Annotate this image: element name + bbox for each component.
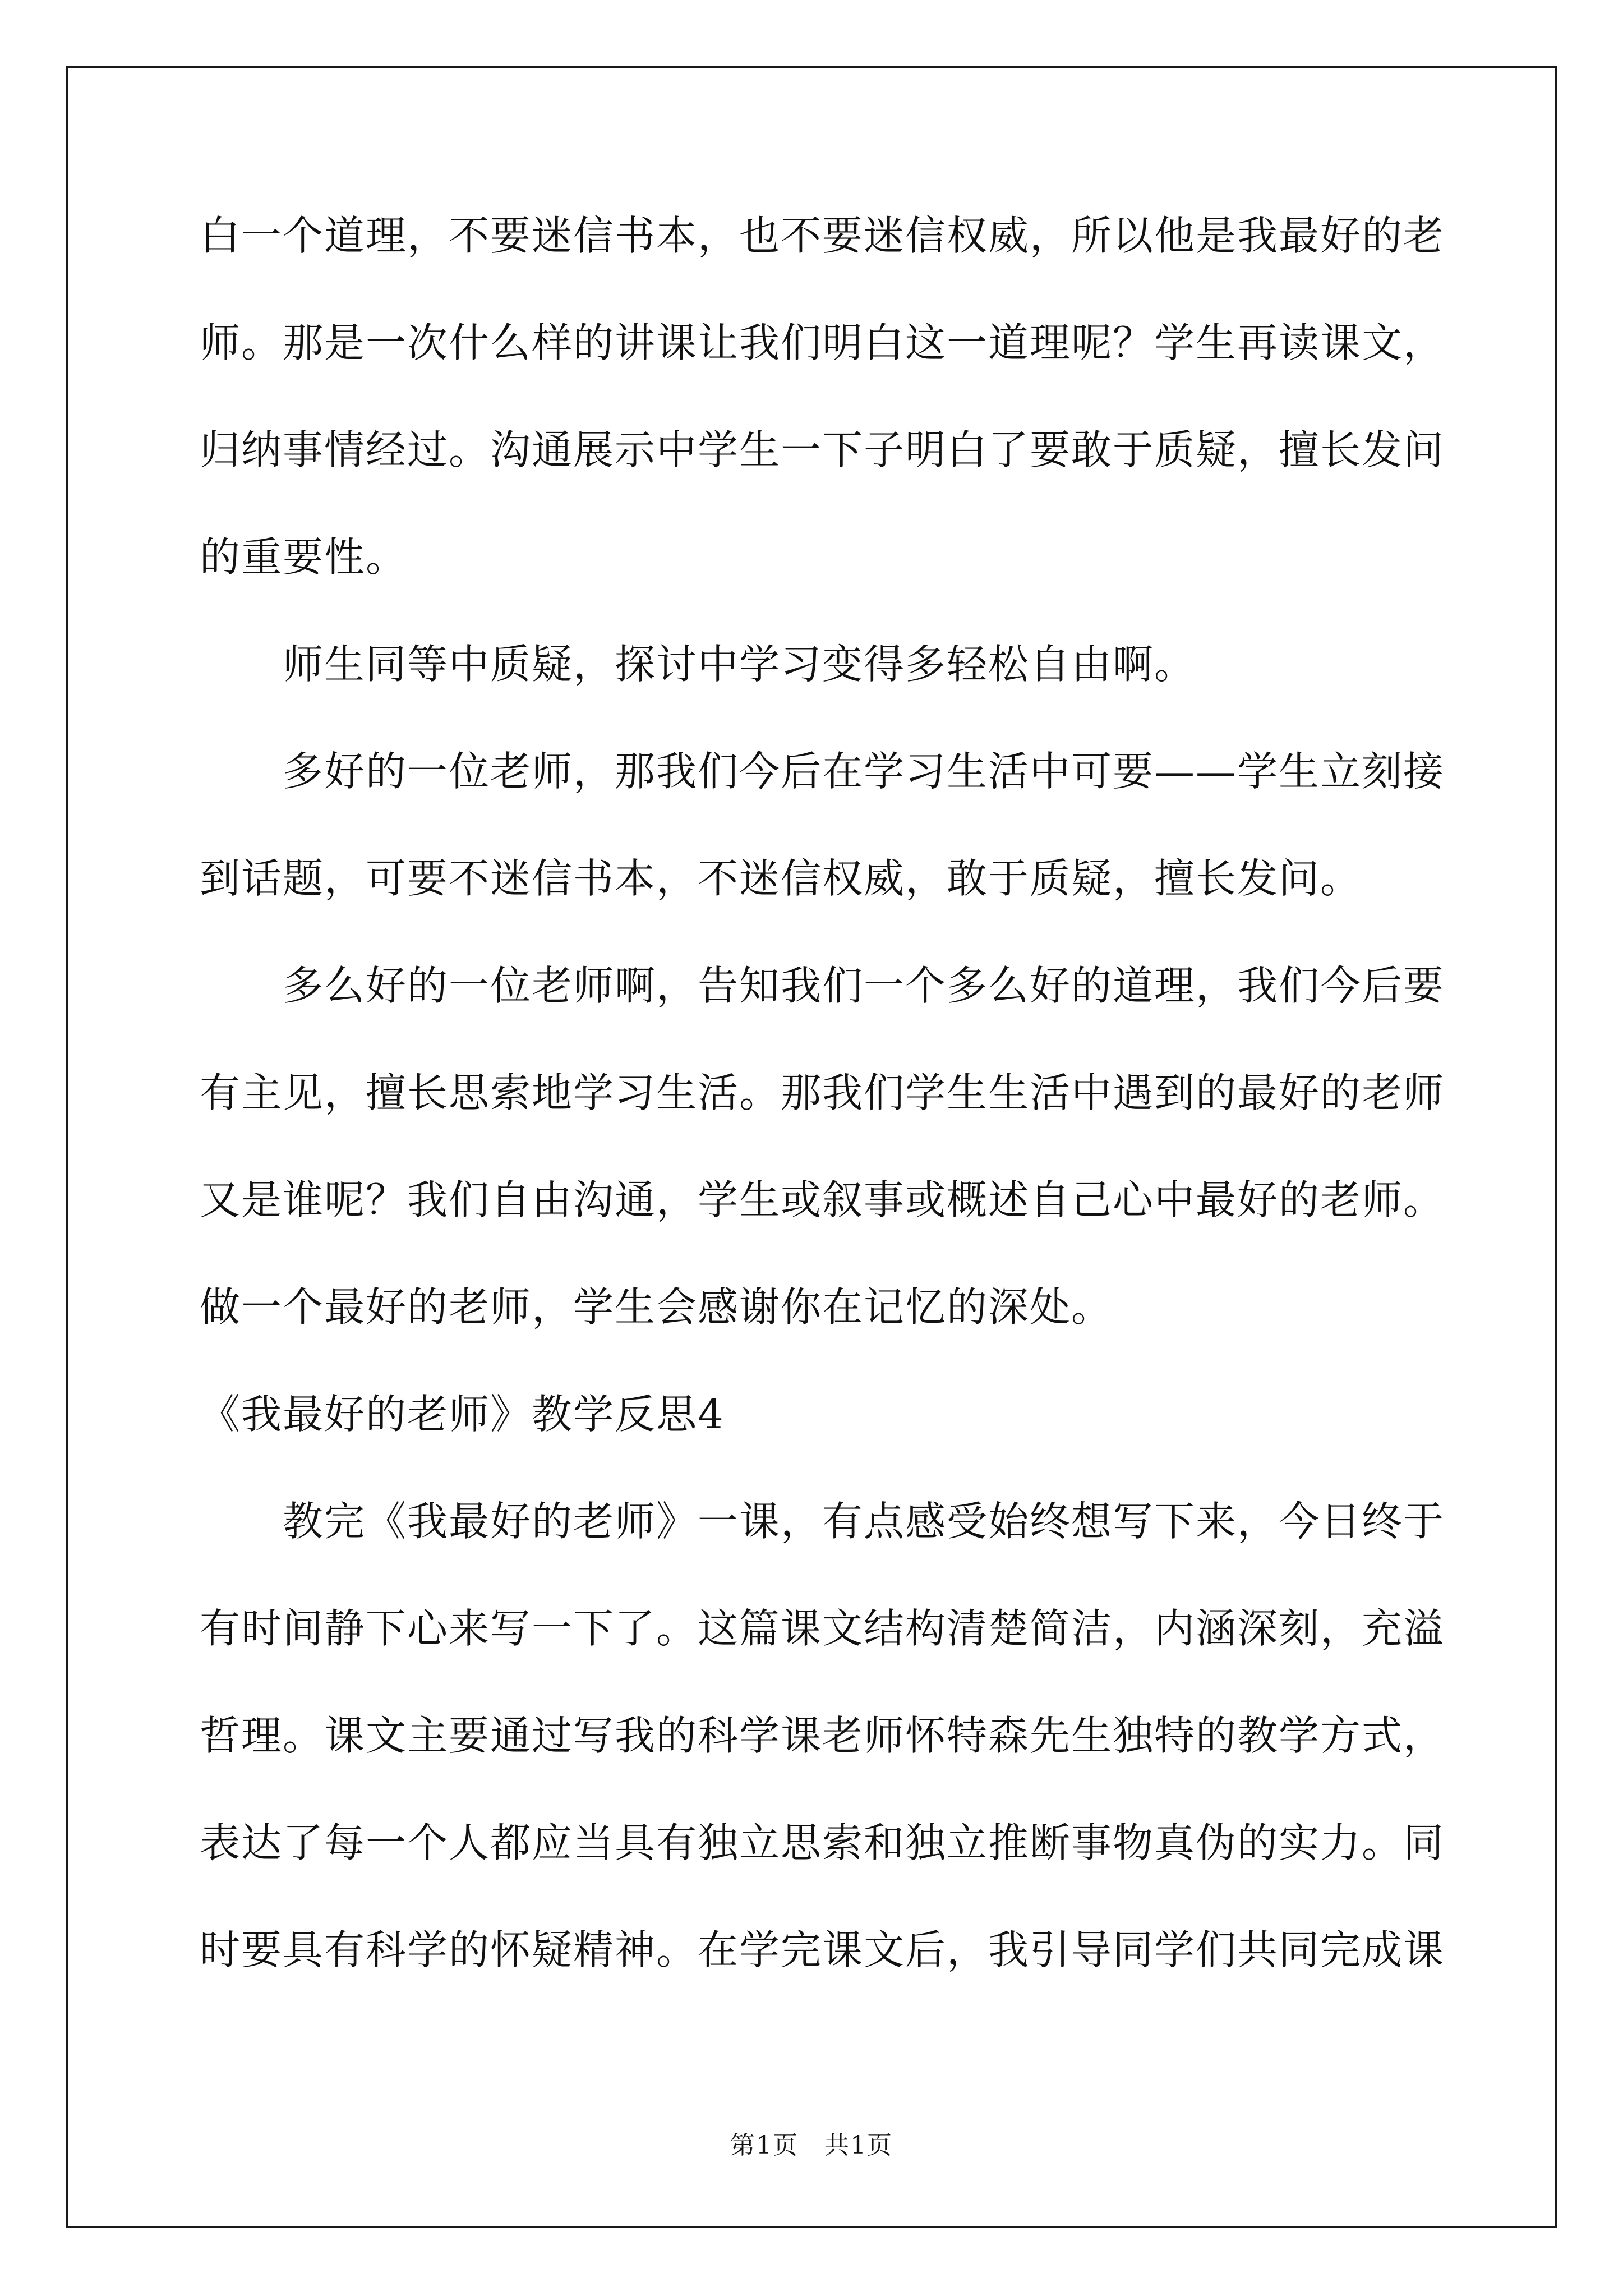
text-line: 的重要性。 <box>200 533 408 581</box>
page-footer: 第1页 共1页 <box>730 2131 893 2160</box>
text-line: 教完《我最好的老师》一课，有点感受始终想写下来，今日终于 <box>283 1498 1445 1545</box>
text-line: 有主见，擅长思索地学习生活。那我们学生生活中遇到的最好的老师 <box>200 1069 1445 1116</box>
text-line: 多么好的一位老师啊，告知我们一个多么好的道理，我们今后要 <box>283 962 1445 1009</box>
text-line: 师。那是一次什么样的讲课让我们明白这一道理呢？学生再读课文， <box>200 319 1445 366</box>
text-line: 到话题，可要不迷信书本，不迷信权威，敢于质疑，擅长发问。 <box>200 855 1362 902</box>
text-line: 归纳事情经过。沟通展示中学生一下子明白了要敢于质疑，擅长发问 <box>200 426 1445 473</box>
text-line: 有时间静下心来写一下了。这篇课文结构清楚简洁，内涵深刻，充溢 <box>200 1605 1445 1652</box>
text-line: 做一个最好的老师，学生会感谢你在记忆的深处。 <box>200 1283 1113 1331</box>
text-line: 多好的一位老师，那我们今后在学习生活中可要——学生立刻接 <box>283 748 1445 795</box>
text-line: 《我最好的老师》教学反思4 <box>200 1391 725 1438</box>
text-line: 师生同等中质疑，探讨中学习变得多轻松自由啊。 <box>283 641 1196 688</box>
text-line: 白一个道理，不要迷信书本，也不要迷信权威，所以他是我最好的老 <box>200 212 1445 259</box>
text-line: 表达了每一个人都应当具有独立思索和独立推断事物真伪的实力。同 <box>200 1819 1445 1866</box>
text-line: 哲理。课文主要通过写我的科学课老师怀特森先生独特的教学方式， <box>200 1712 1445 1759</box>
text-line: 时要具有科学的怀疑精神。在学完课文后，我引导同学们共同完成课 <box>200 1926 1445 1973</box>
text-line: 又是谁呢？我们自由沟通，学生或叙事或概述自己心中最好的老师。 <box>200 1176 1445 1223</box>
document-body <box>200 209 1445 2030</box>
